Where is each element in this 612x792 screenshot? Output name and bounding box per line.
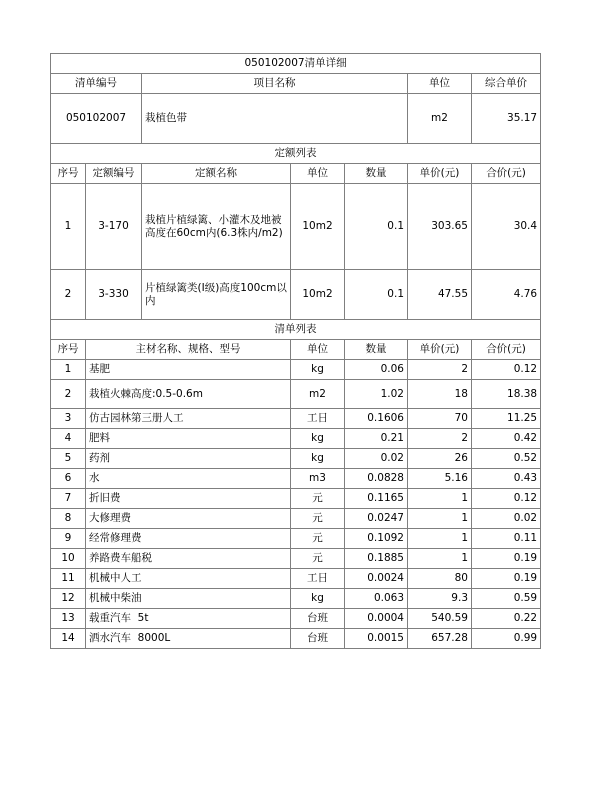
quota-total: 30.4 bbox=[472, 184, 541, 270]
material-unit: kg bbox=[291, 449, 345, 469]
quota-name: 片植绿篱类(I级)高度100cm以内 bbox=[142, 270, 291, 320]
material-qty: 0.0247 bbox=[345, 509, 408, 529]
material-unit: kg bbox=[291, 589, 345, 609]
material-row bbox=[51, 629, 541, 649]
material-row bbox=[51, 449, 541, 469]
material-unit-price: 1 bbox=[408, 549, 472, 569]
materials-header-unit: 单位 bbox=[291, 340, 345, 360]
material-unit: kg bbox=[291, 360, 345, 380]
material-qty: 0.06 bbox=[345, 360, 408, 380]
material-unit-price: 1 bbox=[408, 509, 472, 529]
summary-header-unit: 单位 bbox=[408, 74, 472, 94]
material-row bbox=[51, 429, 541, 449]
material-unit-price: 2 bbox=[408, 429, 472, 449]
material-name: 经常修理费 bbox=[86, 529, 291, 549]
material-name: 机械中柴油 bbox=[86, 589, 291, 609]
material-qty: 0.1606 bbox=[345, 409, 408, 429]
material-total: 0.99 bbox=[472, 629, 541, 649]
quota-unit-price: 47.55 bbox=[408, 270, 472, 320]
quota-row bbox=[51, 270, 541, 320]
material-row bbox=[51, 509, 541, 529]
summary-header-price: 综合单价 bbox=[472, 74, 541, 94]
material-unit: 台班 bbox=[291, 609, 345, 629]
material-unit-price: 9.3 bbox=[408, 589, 472, 609]
quota-code: 3-170 bbox=[86, 184, 142, 270]
quota-unit: 10m2 bbox=[291, 184, 345, 270]
quota-row bbox=[51, 184, 541, 270]
material-unit: 工日 bbox=[291, 569, 345, 589]
material-no: 4 bbox=[51, 429, 86, 449]
material-qty: 0.063 bbox=[345, 589, 408, 609]
material-total: 0.59 bbox=[472, 589, 541, 609]
material-no: 1 bbox=[51, 360, 86, 380]
material-name: 肥料 bbox=[86, 429, 291, 449]
material-qty: 0.0015 bbox=[345, 629, 408, 649]
material-unit-price: 2 bbox=[408, 360, 472, 380]
bill-detail-sheet bbox=[50, 53, 540, 649]
material-row bbox=[51, 409, 541, 429]
material-row bbox=[51, 489, 541, 509]
materials-header-unit-price: 单价(元) bbox=[408, 340, 472, 360]
material-name: 仿古园林第三册人工 bbox=[86, 409, 291, 429]
summary-price: 35.17 bbox=[472, 94, 541, 144]
quota-code: 3-330 bbox=[86, 270, 142, 320]
material-unit-price: 657.28 bbox=[408, 629, 472, 649]
material-unit: 元 bbox=[291, 549, 345, 569]
material-row bbox=[51, 549, 541, 569]
material-name: 大修理费 bbox=[86, 509, 291, 529]
material-row bbox=[51, 609, 541, 629]
material-name: 机械中人工 bbox=[86, 569, 291, 589]
quota-header-code: 定额编号 bbox=[86, 164, 142, 184]
summary-header-name: 项目名称 bbox=[142, 74, 408, 94]
material-no: 10 bbox=[51, 549, 86, 569]
material-no: 3 bbox=[51, 409, 86, 429]
quota-name: 栽植片植绿篱、小灌木及地被高度在60cm内(6.3株内/m2) bbox=[142, 184, 291, 270]
material-no: 13 bbox=[51, 609, 86, 629]
material-name: 基肥 bbox=[86, 360, 291, 380]
material-unit: 台班 bbox=[291, 629, 345, 649]
material-qty: 0.0828 bbox=[345, 469, 408, 489]
material-unit-price: 540.59 bbox=[408, 609, 472, 629]
material-unit-price: 18 bbox=[408, 380, 472, 409]
materials-section-row bbox=[51, 320, 541, 340]
quota-no: 1 bbox=[51, 184, 86, 270]
materials-header-total: 合价(元) bbox=[472, 340, 541, 360]
material-unit-price: 1 bbox=[408, 489, 472, 509]
material-total: 0.22 bbox=[472, 609, 541, 629]
materials-header-qty: 数量 bbox=[345, 340, 408, 360]
material-row bbox=[51, 529, 541, 549]
material-total: 0.02 bbox=[472, 509, 541, 529]
material-total: 0.11 bbox=[472, 529, 541, 549]
material-name: 水 bbox=[86, 469, 291, 489]
material-total: 11.25 bbox=[472, 409, 541, 429]
material-total: 18.38 bbox=[472, 380, 541, 409]
material-qty: 0.0024 bbox=[345, 569, 408, 589]
summary-row bbox=[51, 94, 541, 144]
material-qty: 0.1885 bbox=[345, 549, 408, 569]
quota-total: 4.76 bbox=[472, 270, 541, 320]
material-total: 0.43 bbox=[472, 469, 541, 489]
quota-header-row bbox=[51, 164, 541, 184]
quota-qty: 0.1 bbox=[345, 184, 408, 270]
summary-header-code: 清单编号 bbox=[51, 74, 142, 94]
summary-header-row bbox=[51, 74, 541, 94]
quota-header-unit-price: 单价(元) bbox=[408, 164, 472, 184]
material-total: 0.12 bbox=[472, 360, 541, 380]
summary-code: 050102007 bbox=[51, 94, 142, 144]
material-name: 养路费车船税 bbox=[86, 549, 291, 569]
quota-header-total: 合价(元) bbox=[472, 164, 541, 184]
material-name: 洒水汽车 8000L bbox=[86, 629, 291, 649]
material-name: 药剂 bbox=[86, 449, 291, 469]
quota-section-title: 定额列表 bbox=[51, 144, 541, 164]
quota-header-qty: 数量 bbox=[345, 164, 408, 184]
material-total: 0.19 bbox=[472, 549, 541, 569]
material-qty: 0.21 bbox=[345, 429, 408, 449]
material-unit-price: 1 bbox=[408, 529, 472, 549]
material-unit: 元 bbox=[291, 529, 345, 549]
material-name: 载重汽车 5t bbox=[86, 609, 291, 629]
material-no: 5 bbox=[51, 449, 86, 469]
material-qty: 0.02 bbox=[345, 449, 408, 469]
quota-unit: 10m2 bbox=[291, 270, 345, 320]
material-no: 7 bbox=[51, 489, 86, 509]
material-unit: 元 bbox=[291, 509, 345, 529]
material-total: 0.12 bbox=[472, 489, 541, 509]
quota-unit-price: 303.65 bbox=[408, 184, 472, 270]
material-unit-price: 5.16 bbox=[408, 469, 472, 489]
material-row bbox=[51, 569, 541, 589]
title-row bbox=[51, 54, 541, 74]
material-unit-price: 70 bbox=[408, 409, 472, 429]
material-total: 0.42 bbox=[472, 429, 541, 449]
quota-header-name: 定额名称 bbox=[142, 164, 291, 184]
material-total: 0.52 bbox=[472, 449, 541, 469]
material-qty: 0.1165 bbox=[345, 489, 408, 509]
material-row bbox=[51, 469, 541, 489]
material-unit: kg bbox=[291, 429, 345, 449]
materials-header-row bbox=[51, 340, 541, 360]
material-row bbox=[51, 589, 541, 609]
material-no: 11 bbox=[51, 569, 86, 589]
material-qty: 0.1092 bbox=[345, 529, 408, 549]
material-unit-price: 80 bbox=[408, 569, 472, 589]
quota-qty: 0.1 bbox=[345, 270, 408, 320]
bill-detail-table bbox=[50, 53, 541, 649]
materials-section-title: 清单列表 bbox=[51, 320, 541, 340]
material-no: 12 bbox=[51, 589, 86, 609]
material-unit-price: 26 bbox=[408, 449, 472, 469]
material-no: 6 bbox=[51, 469, 86, 489]
material-no: 9 bbox=[51, 529, 86, 549]
summary-name: 栽植色带 bbox=[142, 94, 408, 144]
material-unit: m2 bbox=[291, 380, 345, 409]
quota-no: 2 bbox=[51, 270, 86, 320]
sheet-title: 050102007清单详细 bbox=[51, 54, 541, 74]
summary-unit: m2 bbox=[408, 94, 472, 144]
quota-header-no: 序号 bbox=[51, 164, 86, 184]
material-total: 0.19 bbox=[472, 569, 541, 589]
materials-header-no: 序号 bbox=[51, 340, 86, 360]
material-unit: 元 bbox=[291, 489, 345, 509]
material-name: 栽植火棘高度:0.5-0.6m bbox=[86, 380, 291, 409]
materials-header-name: 主材名称、规格、型号 bbox=[86, 340, 291, 360]
material-row bbox=[51, 360, 541, 380]
material-no: 14 bbox=[51, 629, 86, 649]
material-row bbox=[51, 380, 541, 409]
quota-section-row bbox=[51, 144, 541, 164]
material-no: 2 bbox=[51, 380, 86, 409]
material-unit: m3 bbox=[291, 469, 345, 489]
material-name: 折旧费 bbox=[86, 489, 291, 509]
material-qty: 0.0004 bbox=[345, 609, 408, 629]
material-qty: 1.02 bbox=[345, 380, 408, 409]
material-no: 8 bbox=[51, 509, 86, 529]
quota-header-unit: 单位 bbox=[291, 164, 345, 184]
material-unit: 工日 bbox=[291, 409, 345, 429]
